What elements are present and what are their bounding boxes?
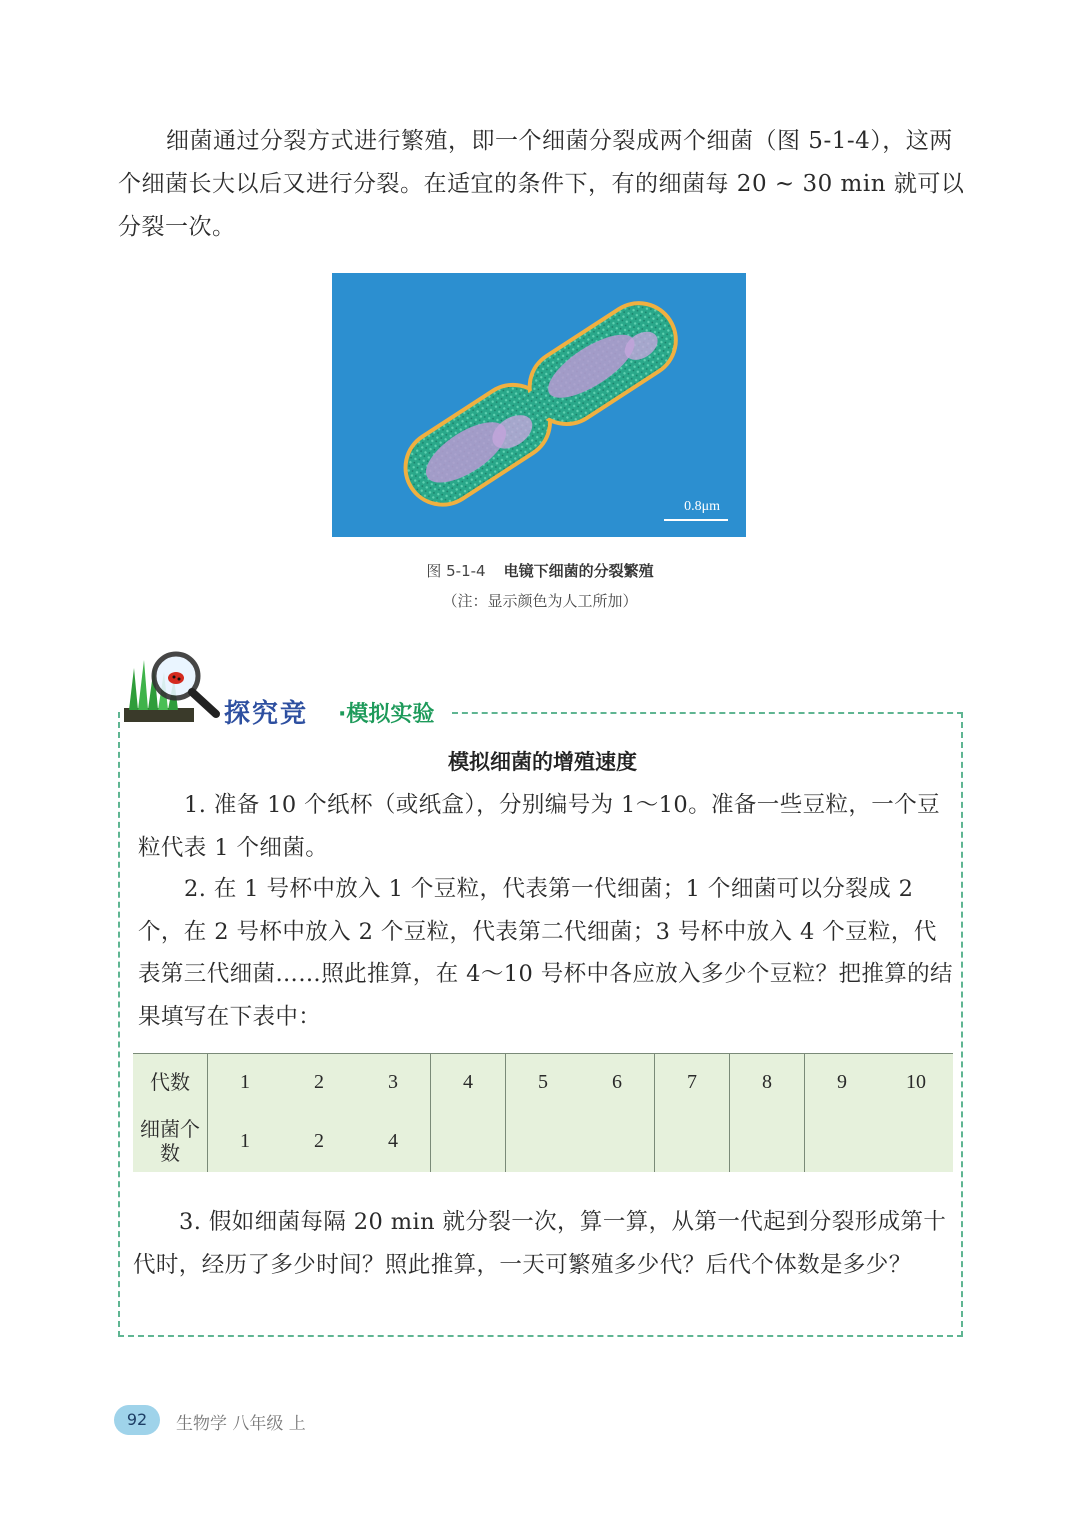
table-cell: 1 [208,1054,283,1111]
table-cell: 9 [805,1054,880,1111]
figure-number: 图 5-1-4 [426,562,486,580]
table-cell: 2 [314,1129,324,1152]
row-header-generation: 代数 [133,1054,208,1111]
table-cell [655,1110,730,1172]
activity-header-title: 探究竞 [224,699,309,729]
table-row [133,1110,953,1172]
table-cell [805,1110,880,1172]
table-cell: 4 [388,1129,398,1152]
figure-caption [0,560,1080,581]
table-cell [431,1110,506,1172]
figure-note: （注：显示颜色为人工所加） [442,592,638,610]
table-cell: 7 [655,1054,730,1111]
table-cell: 1 [208,1110,283,1172]
step-3: 3. 假如细菌每隔 20 min 就分裂一次，算一算，从第一代起到分裂形成第十代时，经历了多少时间？照此推算，一天可繁殖多少代？后代个体数是多少？ [133,1209,947,1278]
table-cell: 10 [879,1054,953,1111]
scale-bar [664,519,728,521]
table-cell [506,1110,581,1172]
activity-box-top-border [452,712,963,714]
table-cell: 3 [356,1054,431,1111]
generation-table [133,1053,953,1172]
table-cell: 5 [506,1054,581,1111]
scale-bar-label: 0.8μm [684,499,720,514]
book-title: 生物学 八年级 上 [176,1414,306,1434]
table-cell: 2 [282,1054,356,1111]
figure-title: 电镜下细菌的分裂繁殖 [503,562,654,580]
page-number-badge: 92 [114,1405,160,1435]
table-cell [580,1110,655,1172]
table-cell: 4 [431,1054,506,1111]
row-header-count: 细菌个数 [140,1117,200,1165]
intro-paragraph: 细菌通过分裂方式进行繁殖，即一个细菌分裂成两个细菌（图 5-1-4），这两个细菌长大以后又进行分裂。在适宜的条件下，有的细菌每 20 ~ 30 min 就可以分裂一次。 [118,128,965,240]
table-cell [879,1110,953,1172]
table-cell: 6 [580,1054,655,1111]
bacteria-micrograph [332,273,746,537]
table-cell: 8 [730,1054,805,1111]
table-cell [730,1110,805,1172]
magnifier-ladybug-icon [124,648,224,724]
activity-header-subtitle: ·模拟实验 [338,702,435,727]
step-1: 1. 准备 10 个纸杯（或纸盒），分别编号为 1～10。准备一些豆粒，一个豆粒代表 1 个细菌。 [138,792,941,861]
step-2: 2. 在 1 号杯中放入 1 个豆粒，代表第一代细菌；1 个细菌可以分裂成 2 个，在 2 号杯中放入 2 个豆粒，代表第二代细菌；3 号杯中放入 4 个豆粒，代表第三代细菌……照此推算，在 4～10 号杯中各应放入多少个豆粒？把推算的结果填写在下表中： [138,876,953,1030]
table-row [133,1054,953,1111]
activity-title: 模拟细菌的增殖速度 [448,750,637,774]
